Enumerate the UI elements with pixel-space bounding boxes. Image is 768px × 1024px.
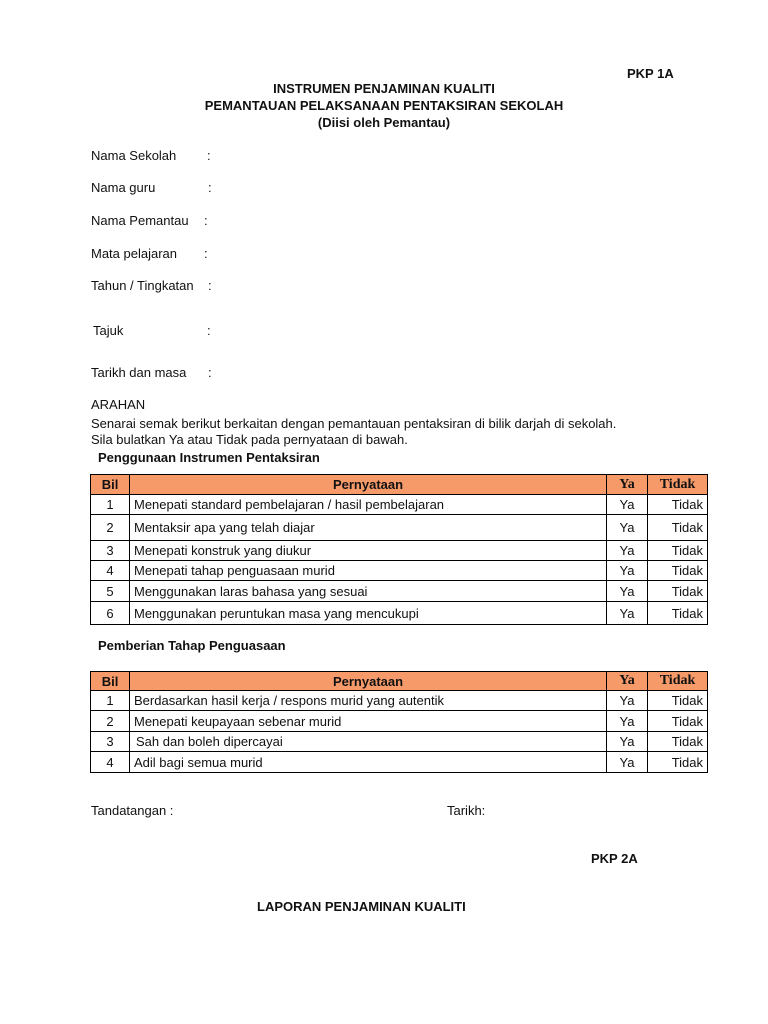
table-row [91,602,708,625]
field-label-tajuk: Tajuk [93,323,124,338]
option-ya[interactable]: Ya [607,561,648,581]
field-label-nama-guru: Nama guru [91,180,156,195]
row-bil: 4 [91,752,130,773]
field-colon: : [204,246,208,261]
field-label-nama-pemantau: Nama Pemantau [91,213,189,228]
row-statement: Menepati standard pembelajaran / hasil pembelajaran [130,495,607,515]
option-tidak[interactable]: Tidak [648,711,708,732]
option-tidak[interactable]: Tidak [648,602,708,625]
table-header-row [91,672,708,691]
row-statement: Adil bagi semua murid [130,752,607,773]
field-colon: : [208,180,212,195]
table-row [91,515,708,541]
option-tidak[interactable]: Tidak [648,581,708,602]
table-row [91,581,708,602]
title-line-3: (Diisi oleh Pemantau) [317,115,451,130]
field-label-nama-sekolah: Nama Sekolah [91,148,177,163]
table-row [91,541,708,561]
row-statement: Menggunakan laras bahasa yang sesuai [130,581,607,602]
signature-label: Tandatangan : [91,803,174,818]
checklist-table-penggunaan [90,474,708,625]
field-colon: : [207,148,211,163]
option-ya[interactable]: Ya [607,711,648,732]
row-bil: 4 [91,561,130,581]
title-line-1: INSTRUMEN PENJAMINAN KUALITI [273,81,495,96]
column-header-ya: Ya [607,672,648,691]
row-bil: 5 [91,581,130,602]
arahan-line-2: Sila bulatkan Ya atau Tidak pada pernyataan di bawah. [91,432,408,447]
option-ya[interactable]: Ya [607,581,648,602]
row-bil: 1 [91,495,130,515]
row-statement: Mentaksir apa yang telah diajar [130,515,607,541]
row-statement: Sah dan boleh dipercayai [130,732,607,752]
option-ya[interactable]: Ya [607,752,648,773]
row-statement: Menepati tahap penguasaan murid [130,561,607,581]
column-header-ya: Ya [607,475,648,495]
arahan-heading: ARAHAN [91,397,146,412]
option-tidak[interactable]: Tidak [648,752,708,773]
row-bil: 6 [91,602,130,625]
form-code-pkp-1a: PKP 1A [627,66,674,81]
row-bil: 2 [91,515,130,541]
option-ya[interactable]: Ya [607,602,648,625]
arahan-line-1: Senarai semak berikut berkaitan dengan pemantauan pentaksiran di bilik darjah di sekolah. [91,416,617,431]
title-line-2: PEMANTAUAN PELAKSANAAN PENTAKSIRAN SEKOLAH [204,98,564,113]
column-header-bil: Bil [91,672,130,691]
column-header-tidak: Tidak [648,672,708,691]
section-title-pemberian-tahap: Pemberian Tahap Penguasaan [98,638,286,653]
field-colon: : [208,278,212,293]
option-ya[interactable]: Ya [607,541,648,561]
table-row [91,561,708,581]
table-row [91,711,708,732]
row-statement: Menggunakan peruntukan masa yang mencukupi [130,602,607,625]
option-tidak[interactable]: Tidak [648,515,708,541]
field-colon: : [207,323,211,338]
table-row [91,495,708,515]
table-row [91,752,708,773]
row-statement: Berdasarkan hasil kerja / respons murid yang autentik [130,691,607,711]
row-statement: Menepati keupayaan sebenar murid [130,711,607,732]
option-ya[interactable]: Ya [607,515,648,541]
field-colon: : [204,213,208,228]
row-bil: 3 [91,732,130,752]
report-title: LAPORAN PENJAMINAN KUALITI [257,899,466,914]
column-header-pernyataan: Pernyataan [130,672,607,691]
option-ya[interactable]: Ya [607,732,648,752]
option-ya[interactable]: Ya [607,691,648,711]
option-tidak[interactable]: Tidak [648,561,708,581]
row-bil: 3 [91,541,130,561]
option-ya[interactable]: Ya [607,495,648,515]
row-statement: Menepati konstruk yang diukur [130,541,607,561]
column-header-pernyataan: Pernyataan [130,475,607,495]
row-bil: 2 [91,711,130,732]
table-row [91,691,708,711]
checklist-table-pemberian [90,671,708,773]
row-bil: 1 [91,691,130,711]
section-title-penggunaan-instrumen: Penggunaan Instrumen Pentaksiran [98,450,320,465]
column-header-tidak: Tidak [648,475,708,495]
date-label: Tarikh: [447,803,486,818]
option-tidak[interactable]: Tidak [648,691,708,711]
field-colon: : [208,365,212,380]
table-header-row [91,475,708,495]
field-label-tahun-tingkatan: Tahun / Tingkatan [91,278,194,293]
form-code-pkp-2a: PKP 2A [591,851,638,866]
option-tidak[interactable]: Tidak [648,495,708,515]
column-header-bil: Bil [91,475,130,495]
table-row [91,732,708,752]
option-tidak[interactable]: Tidak [648,541,708,561]
field-label-tarikh-dan-masa: Tarikh dan masa [91,365,187,380]
option-tidak[interactable]: Tidak [648,732,708,752]
field-label-mata-pelajaran: Mata pelajaran [91,246,177,261]
